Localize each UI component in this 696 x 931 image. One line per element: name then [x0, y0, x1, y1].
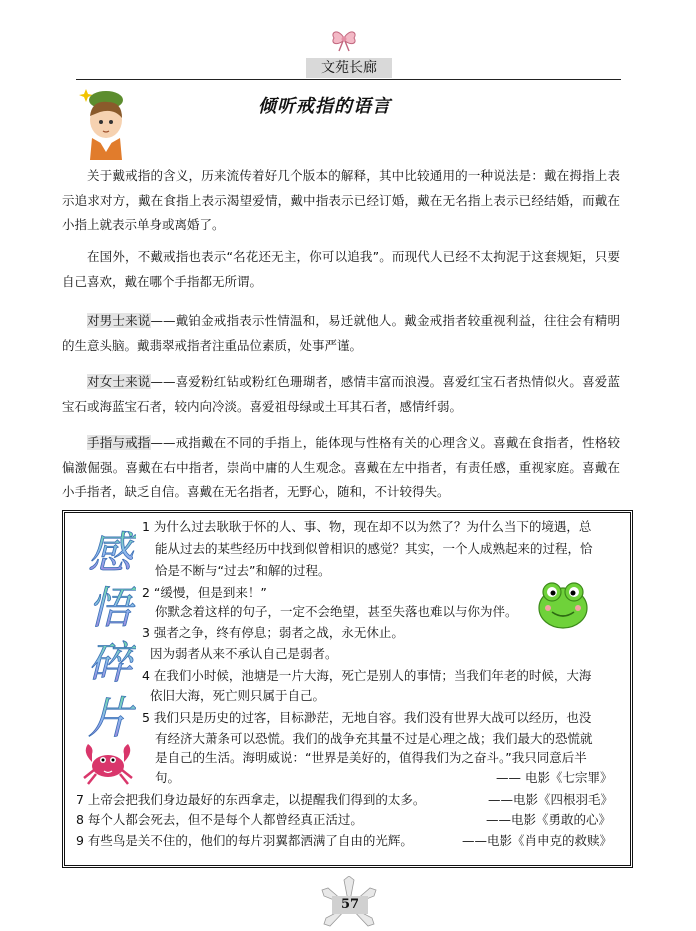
paragraph-intro: 关于戴戒指的含义，历来流传着好几个版本的解释，其中比较通用的一种说法是：戴在拇指上表示追求对方，戴在食指上表示渴望爱情，戴中指表示已经订婚，戴在无名指上表示已经结婚，而戴在小指上就表示单身或离婚了。 [62, 168, 620, 232]
page-number: 57 [332, 896, 368, 914]
box-title-char-4: 片 [88, 693, 132, 744]
header-divider [76, 79, 621, 80]
quote-source: —— 电影《七宗罪》 [496, 770, 613, 785]
quote-line: 2 “缓慢，但是到来！” [142, 585, 267, 600]
paragraph-women-lead: 对女士来说 [87, 374, 151, 389]
box-title-art [84, 518, 136, 758]
paragraph-women [62, 370, 620, 419]
quote-line: 1 为什么过去耿耿于怀的人、事、物，现在却不以为然了？为什么当下的境遇，总 [142, 519, 592, 534]
quote-line: 4 在我们小时候，池塘是一片大海，死亡是别人的事情；当我们年老的时候，大海 [142, 668, 592, 683]
quote-line: 9 有些鸟是关不住的，他们的每片羽翼都洒满了自由的光辉。 [76, 833, 413, 848]
section-label: 文苑长廊 [306, 58, 392, 78]
quote-line: 因为弱者从来不承认自己是弱者。 [150, 646, 338, 661]
quote-line: 句。 [155, 770, 181, 785]
frog-illustration [536, 578, 590, 630]
quote-line: 3 强者之争，终有停息；弱者之战，永无休止。 [142, 625, 404, 640]
quote-source: ——电影《肖申克的救赎》 [462, 833, 613, 848]
quote-source: ——电影《勇敢的心》 [486, 812, 612, 827]
paragraph-fingers-lead: 手指与戒指 [87, 435, 151, 450]
paragraph-fingers [62, 431, 620, 505]
quote-line: 8 每个人都会死去，但不是每个人都曾经真正活过。 [76, 812, 363, 827]
quote-line: 7 上帝会把我们身边最好的东西拿走，以提醒我们得到的太多。 [76, 792, 426, 807]
quote-line: 有经济大萧条可以恐慌。我们的战争充其量不过是心理之战；我们最大的恐慌就 [155, 731, 593, 746]
quote-line: 是自己的生活。海明威说：“世界是美好的，值得我们为之奋斗。”我只同意后半 [155, 750, 587, 765]
paragraph-abroad: 在国外，不戴戒指也表示“名花还无主，你可以追我”。而现代人已经不太拘泥于这套规矩，只要自己喜欢，戴在哪个手指都无所谓。 [62, 249, 620, 289]
paragraph-men-lead: 对男士来说 [87, 313, 151, 328]
box-title-char-3: 碎 [88, 638, 132, 689]
box-title-char-1: 感 [88, 528, 132, 579]
quote-line: 5 我们只是历史的过客，目标渺茫，无地自容。我们没有世界大战可以经历，也没 [142, 710, 592, 725]
paragraph-men-body: ——戴铂金戒指表示性情温和，易迁就他人。戴金戒指者较重视利益，往往会有精明的生意头脑。戴翡翠戒指者注重品位素质，处事严谨。 [62, 313, 620, 353]
box-title-char-2: 悟 [88, 583, 132, 634]
paragraph-women-body: ——喜爱粉红钻或粉红色珊瑚者，感情丰富而浪漫。喜爱红宝石者热情似火。喜爱蓝宝石或海蓝宝石者，较内向冷淡。喜爱祖母绿或土耳其石者，感情纤弱。 [62, 374, 620, 414]
quote-line: 依旧大海，死亡则只属于自己。 [150, 688, 326, 703]
bow-ornament [330, 28, 358, 52]
paragraph-men [62, 309, 620, 358]
page-title: 倾听戒指的语言 [258, 96, 391, 117]
quote-line: 能从过去的某些经历中找到似曾相识的感觉？其实，一个人成熟起来的过程，恰 [155, 541, 593, 556]
quote-line: 你默念着这样的句子，一定不会绝望，甚至失落也难以与你为伴。 [155, 604, 518, 619]
quote-source: ——电影《四根羽毛》 [488, 792, 614, 807]
crab-illustration [80, 738, 136, 786]
quote-line: 恰是不断与“过去”和解的过程。 [155, 563, 331, 578]
paragraph-fingers-body: ——戒指戴在不同的手指上，能体现与性格有关的心理含义。喜戴在食指者，性格较偏激倔强。喜戴在右中指者，崇尚中庸的人生观念。喜戴在左中指者，有责任感，重视家庭。喜戴在小手指者，缺乏自信。喜戴在无名指者，无野心，随和，不计较得失。 [62, 435, 620, 499]
cartoon-boy-illustration [78, 86, 128, 164]
